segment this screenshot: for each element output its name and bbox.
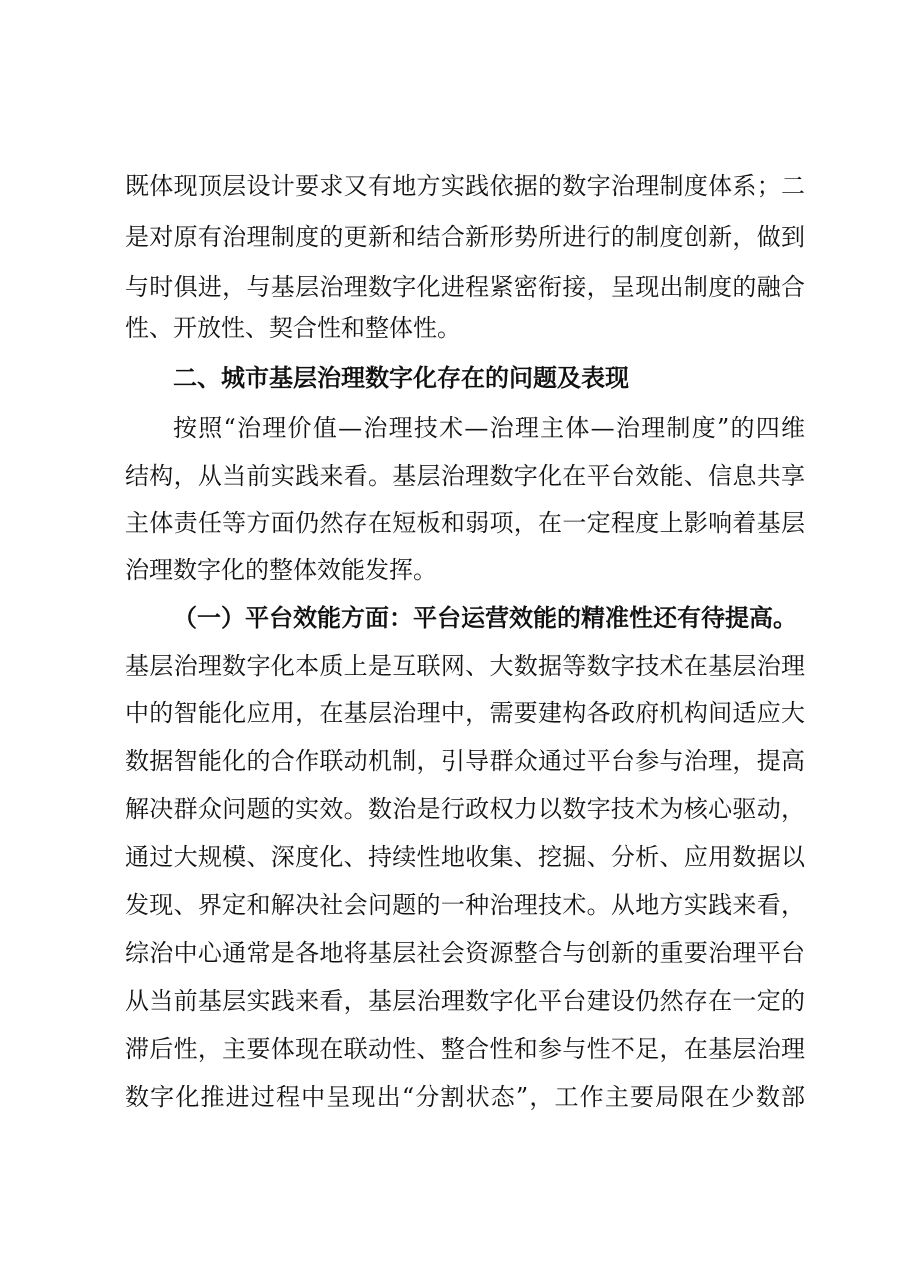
paragraph-line: 解决群众问题的实效。数治是行政权力以数字技术为核心驱动， [125, 795, 805, 823]
paragraph-line: 基层治理数字化本质上是互联网、大数据等数字技术在基层治理 [125, 652, 805, 680]
subsection-heading: （一）平台效能方面：平台运营效能的精准性还有待提高。 [173, 604, 797, 632]
section-heading: 二、城市基层治理数字化存在的问题及表现 [173, 364, 629, 392]
paragraph-line: 是对原有治理制度的更新和结合新形势所进行的制度创新，做到 [125, 223, 805, 251]
paragraph-line: 治理数字化的整体效能发挥。 [125, 556, 437, 584]
paragraph-line: 发现、界定和解决社会问题的一种治理技术。从地方实践来看， [125, 891, 805, 919]
paragraph-line: 按照“治理价值—治理技术—治理主体—治理制度”的四维 [173, 414, 805, 442]
paragraph-line: 结构，从当前实践来看。基层治理数字化在平台效能、信息共享 [125, 462, 805, 490]
paragraph-line: 与时俱进，与基层治理数字化进程紧密衔接，呈现出制度的融合 [125, 273, 805, 301]
paragraph-line: 从当前基层实践来看，基层治理数字化平台建设仍然存在一定的 [125, 987, 805, 1015]
paragraph-line: 既体现顶层设计要求又有地方实践依据的数字治理制度体系；二 [125, 172, 805, 200]
paragraph-line: 滞后性，主要体现在联动性、整合性和参与性不足，在基层治理 [125, 1035, 805, 1063]
paragraph-line: 性、开放性、契合性和整体性。 [125, 314, 461, 342]
paragraph-line: 数据智能化的合作联动机制，引导群众通过平台参与治理，提高 [125, 747, 805, 775]
paragraph-line: 综治中心通常是各地将基层社会资源整合与创新的重要治理平台 [125, 939, 805, 967]
paragraph-line: 通过大规模、深度化、持续性地收集、挖掘、分析、应用数据以 [125, 843, 805, 871]
paragraph-line: 中的智能化应用，在基层治理中，需要建构各政府机构间适应大 [125, 699, 805, 727]
paragraph-line: 数字化推进过程中呈现出“分割状态”，工作主要局限在少数部 [125, 1083, 805, 1111]
paragraph-line: 主体责任等方面仍然存在短板和弱项，在一定程度上影响着基层 [125, 509, 805, 537]
